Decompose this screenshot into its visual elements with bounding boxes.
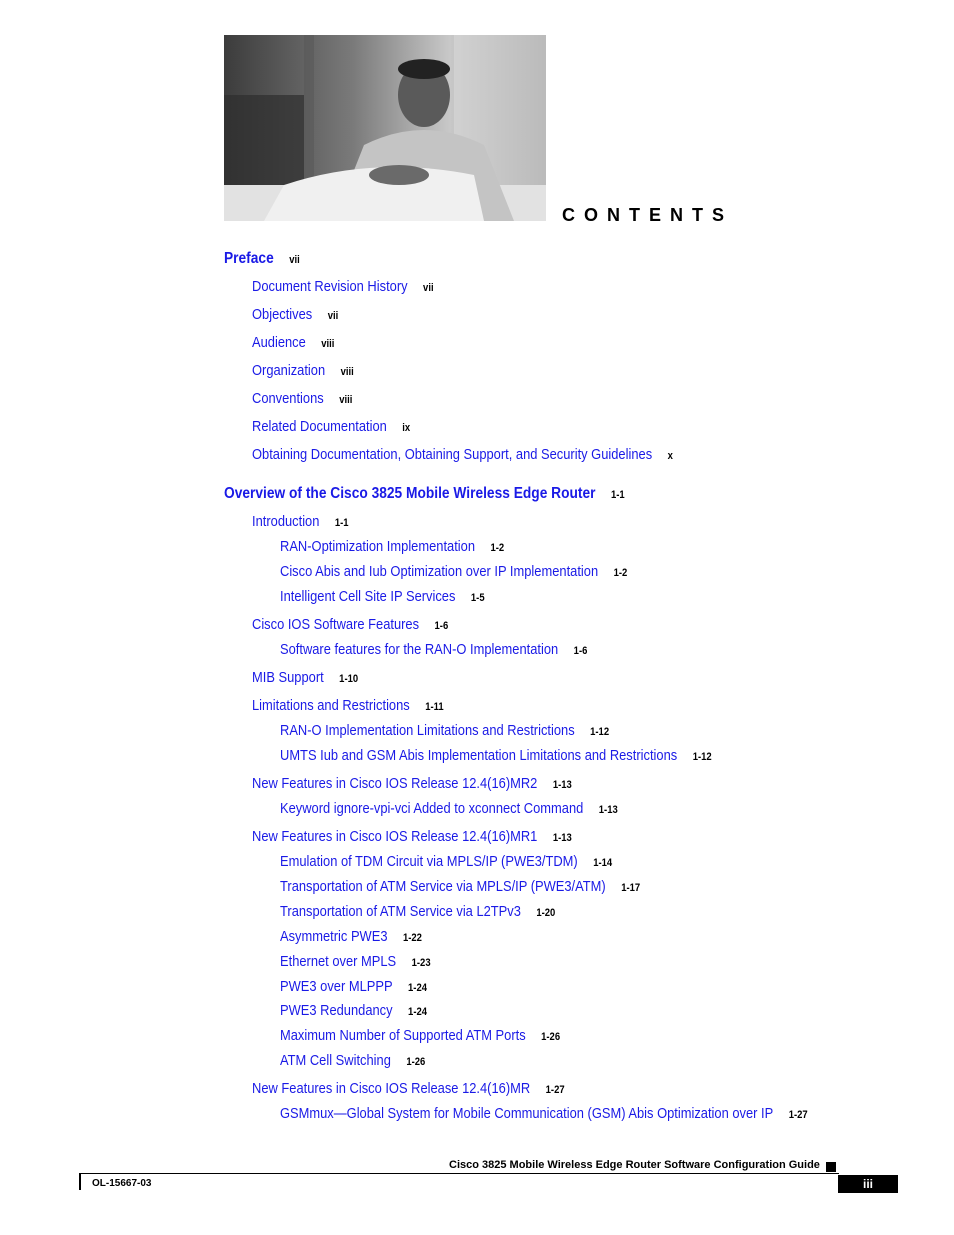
- toc-entry-title-link[interactable]: UMTS Iub and GSM Abis Implementation Limitations and Restrictions: [280, 747, 678, 764]
- toc-entry-title-link[interactable]: Software features for the RAN-O Implementation: [280, 641, 559, 658]
- toc-entry-title-link[interactable]: Cisco IOS Software Features: [252, 616, 420, 633]
- toc-entry-page-number: 1-13: [598, 804, 618, 816]
- toc-entry: [252, 306, 338, 325]
- toc-entry-page-number: 1-13: [552, 832, 572, 844]
- toc-entry-title-link[interactable]: Conventions: [252, 390, 324, 407]
- header-photo: [224, 35, 546, 221]
- toc-entry-title-link[interactable]: Preface: [224, 250, 274, 267]
- toc-entry: [280, 1027, 560, 1046]
- toc-entry: [252, 278, 434, 297]
- toc-entry-page-number: viii: [321, 338, 335, 350]
- toc-entry: [252, 390, 352, 409]
- toc-entry: [280, 588, 485, 607]
- toc-entry-title-link[interactable]: New Features in Cisco IOS Release 12.4(16)MR2: [252, 775, 538, 792]
- toc-entry-page-number: 1-1: [611, 489, 625, 501]
- toc-entry: [252, 697, 444, 716]
- toc-entry-title-link[interactable]: Transportation of ATM Service via L2TPv3: [280, 903, 521, 920]
- toc-entry-page-number: 1-27: [545, 1084, 565, 1096]
- toc-entry-page-number: 1-6: [573, 645, 588, 657]
- footer-doc-number: OL-15667-03: [92, 1178, 152, 1189]
- toc-entry-page-number: 1-12: [590, 726, 610, 738]
- toc-entry-title-link[interactable]: Emulation of TDM Circuit via MPLS/IP (PWE3/TDM): [280, 853, 578, 870]
- toc-entry: [252, 446, 673, 465]
- toc-entry-page-number: 1-20: [536, 907, 556, 919]
- toc-entry: [280, 563, 627, 582]
- toc-entry: [280, 903, 555, 922]
- toc-entry-page-number: viii: [339, 394, 353, 406]
- toc-entry-title-link[interactable]: Intelligent Cell Site IP Services: [280, 588, 456, 605]
- toc-entry: [280, 878, 640, 897]
- toc-entry-page-number: 1-6: [434, 620, 449, 632]
- toc-entry-title-link[interactable]: Limitations and Restrictions: [252, 697, 410, 714]
- toc-entry-page-number: vii: [289, 254, 300, 266]
- toc-entry-title-link[interactable]: Document Revision History: [252, 278, 408, 295]
- toc-entry-title-link[interactable]: Objectives: [252, 306, 313, 323]
- footer-marker-square: [826, 1162, 836, 1172]
- toc-entry: [280, 747, 712, 766]
- footer-guide-title: Cisco 3825 Mobile Wireless Edge Router Software Configuration Guide: [449, 1159, 820, 1171]
- toc-entry-page-number: 1-26: [541, 1031, 561, 1043]
- toc-entry: [280, 538, 504, 557]
- toc-entry-title-link[interactable]: RAN-Optimization Implementation: [280, 538, 476, 555]
- toc-entry-title-link[interactable]: Organization: [252, 362, 326, 379]
- toc-entry: [252, 669, 358, 688]
- toc-entry-page-number: 1-27: [788, 1109, 808, 1121]
- toc-entry-page-number: ix: [402, 422, 411, 434]
- footer-rule: [79, 1173, 839, 1174]
- toc-entry-page-number: 1-2: [613, 567, 628, 579]
- toc-entry-page-number: viii: [340, 366, 354, 378]
- toc-entry-title-link[interactable]: New Features in Cisco IOS Release 12.4(16)MR1: [252, 828, 538, 845]
- toc-entry-title-link[interactable]: Asymmetric PWE3: [280, 928, 388, 945]
- toc-entry: [280, 800, 618, 819]
- toc-entry: [280, 722, 609, 741]
- toc-entry-title-link[interactable]: Ethernet over MPLS: [280, 953, 397, 970]
- toc-entry-title-link[interactable]: Audience: [252, 334, 306, 351]
- toc-entry-title-link[interactable]: ATM Cell Switching: [280, 1052, 391, 1069]
- toc-entry-page-number: 1-5: [470, 592, 485, 604]
- person-photo-illustration: [224, 35, 546, 221]
- toc-entry-page-number: vii: [423, 282, 434, 294]
- toc-entry-page-number: 1-14: [593, 857, 613, 869]
- toc-entry: [252, 616, 448, 635]
- toc-entry: [252, 513, 349, 532]
- toc-entry-title-link[interactable]: Cisco Abis and Iub Optimization over IP Implementation: [280, 563, 599, 580]
- toc-entry-page-number: 1-12: [692, 751, 712, 763]
- toc-entry-page-number: 1-11: [425, 701, 444, 713]
- toc-entry: [280, 1105, 808, 1124]
- toc-entry-title-link[interactable]: PWE3 Redundancy: [280, 1002, 393, 1019]
- footer-left-bar: [79, 1174, 81, 1190]
- toc-entry-page-number: 1-1: [334, 517, 349, 529]
- toc-entry-page-number: x: [667, 450, 673, 462]
- toc-entry-page-number: 1-2: [490, 542, 505, 554]
- toc-entry: [280, 978, 427, 997]
- toc-entry-title-link[interactable]: Keyword ignore-vpi-vci Added to xconnect Command: [280, 800, 584, 817]
- toc-entry-title-link[interactable]: Transportation of ATM Service via MPLS/IP (PWE3/ATM): [280, 878, 606, 895]
- toc-entry: [252, 418, 410, 437]
- toc-entry-title-link[interactable]: MIB Support: [252, 669, 324, 686]
- toc-entry: [224, 485, 625, 504]
- toc-entry: [280, 853, 612, 872]
- toc-entry: [252, 828, 572, 847]
- toc-entry: [252, 362, 354, 381]
- toc-entry: [280, 1052, 425, 1071]
- toc-entry-title-link[interactable]: Overview of the Cisco 3825 Mobile Wireless Edge Router: [224, 485, 596, 502]
- toc-entry-page-number: 1-13: [552, 779, 572, 791]
- contents-heading: CONTENTS: [562, 205, 733, 225]
- toc-entry-page-number: 1-17: [621, 882, 641, 894]
- toc-entry: [280, 928, 422, 947]
- toc-entry: [280, 641, 587, 660]
- toc-entry-page-number: 1-24: [408, 1006, 428, 1018]
- toc-entry: [280, 953, 431, 972]
- toc-entry-page-number: 1-10: [339, 673, 359, 685]
- toc-entry-title-link[interactable]: Related Documentation: [252, 418, 387, 435]
- toc-entry-title-link[interactable]: RAN-O Implementation Limitations and Restrictions: [280, 722, 575, 739]
- toc-entry-page-number: 1-24: [408, 982, 427, 994]
- toc-entry: [252, 775, 572, 794]
- toc-entry-page-number: 1-22: [402, 932, 422, 944]
- toc-entry-title-link[interactable]: Maximum Number of Supported ATM Ports: [280, 1027, 526, 1044]
- toc-entry: [252, 1080, 565, 1099]
- toc-entry-page-number: vii: [327, 310, 339, 322]
- toc-entry-title-link[interactable]: New Features in Cisco IOS Release 12.4(16)MR: [252, 1080, 531, 1097]
- toc-entry: [252, 334, 334, 353]
- toc-entry-title-link[interactable]: Introduction: [252, 513, 320, 530]
- toc-entry: [280, 1002, 427, 1021]
- toc-entry-page-number: 1-26: [406, 1056, 426, 1068]
- toc-entry: [224, 250, 300, 269]
- toc-entry-title-link[interactable]: Obtaining Documentation, Obtaining Support, and Security Guidelines: [252, 446, 653, 463]
- toc-entry-page-number: 1-23: [411, 957, 431, 969]
- toc-entry-title-link[interactable]: PWE3 over MLPPP: [280, 978, 393, 995]
- toc-entry-title-link[interactable]: GSMmux—Global System for Mobile Communication (GSM) Abis Optimization over IP: [280, 1105, 774, 1122]
- page-number: iii: [838, 1175, 898, 1193]
